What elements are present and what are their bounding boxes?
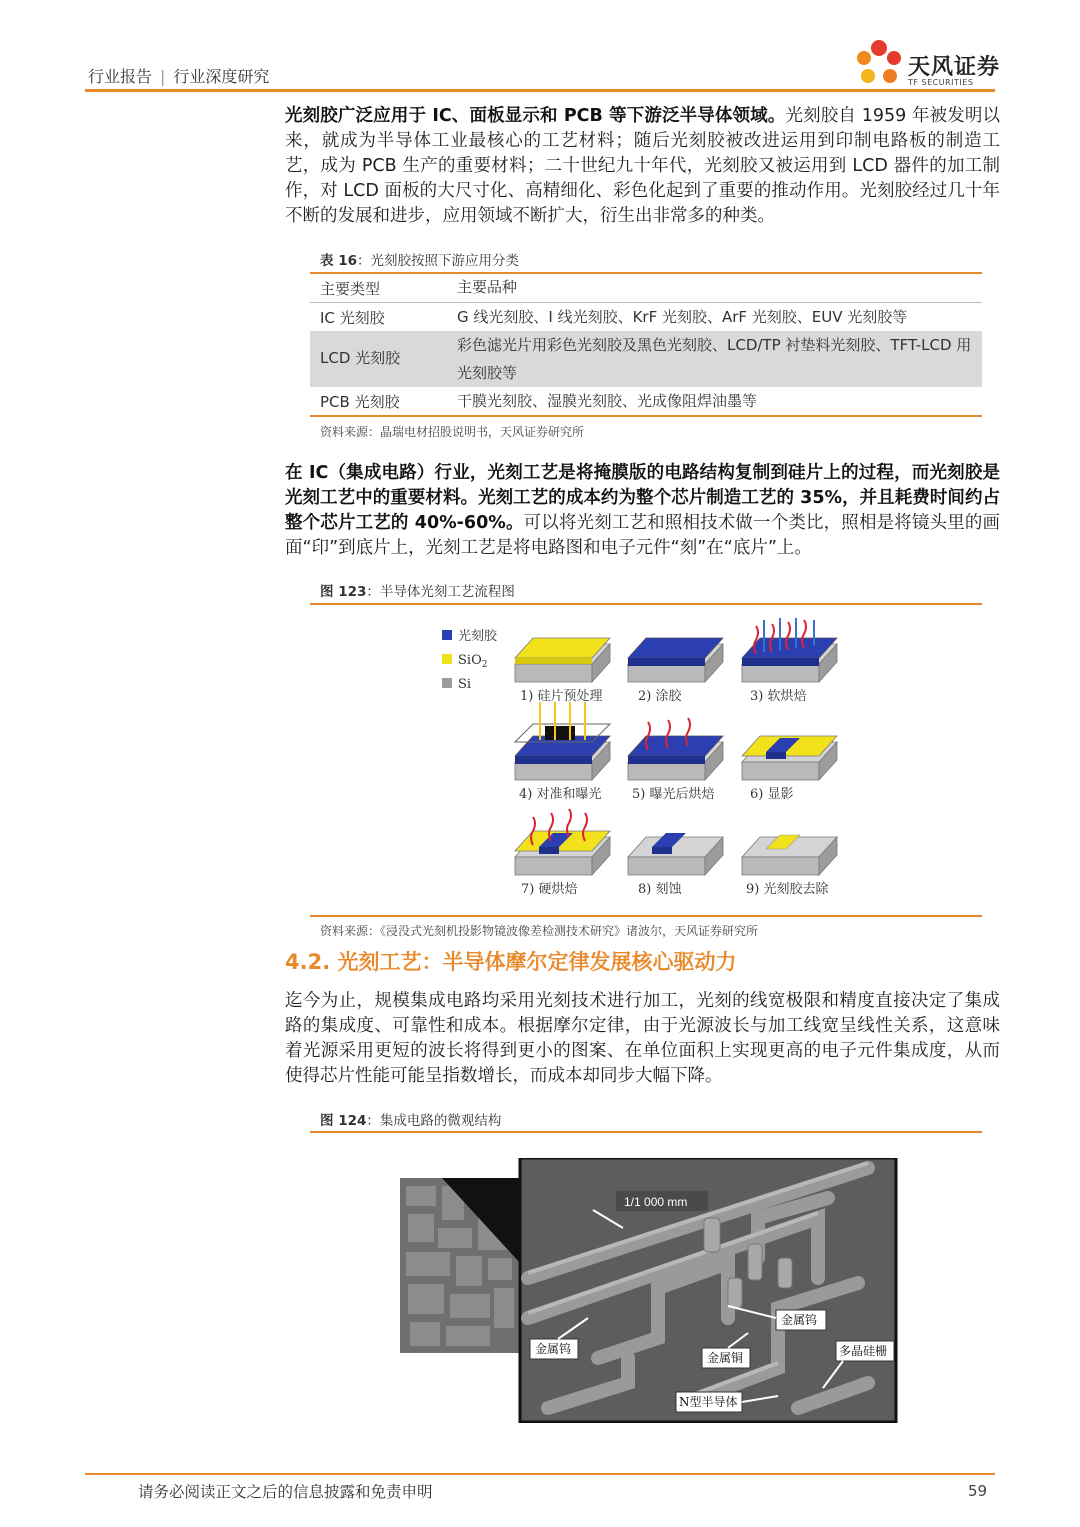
- step-label: 3) 软烘焙: [750, 689, 807, 704]
- label-copper: 金属铜: [707, 1351, 744, 1365]
- brand-logo: [850, 36, 1000, 90]
- table-caption-text: ：光刻胶按照下游应用分类: [357, 253, 519, 269]
- table-header-items: 主要品种: [457, 278, 518, 296]
- label-polysilicon-gate: 多晶硅栅: [839, 1344, 888, 1358]
- header-divider: [85, 89, 995, 92]
- table-row: [310, 331, 982, 387]
- table-row: [310, 387, 982, 415]
- legend-resist-label: 光刻胶: [458, 629, 498, 644]
- figure-124-caption: [320, 1109, 501, 1129]
- footer-divider: [85, 1473, 995, 1475]
- step-2-coating: [628, 638, 723, 704]
- figure-124-title: ：集成电路的微观结构: [366, 1113, 502, 1129]
- brand-subtitle: TF SECURITIES: [908, 78, 974, 87]
- intro-paragraph: [285, 104, 1000, 229]
- table-cell-items: G 线光刻胶、I 线光刻胶、KrF 光刻胶、ArF 光刻胶、EUV 光刻胶等: [457, 308, 908, 326]
- table-bottom-rule: [310, 415, 982, 417]
- step-label: 1) 硅片预处理: [520, 689, 603, 704]
- table-cell-type: IC 光刻胶: [320, 309, 385, 327]
- header-report-type: 行业报告: [88, 67, 153, 86]
- table-cell-type: LCD 光刻胶: [320, 349, 401, 367]
- table-cell-items: 干膜光刻胶、湿膜光刻胶、光成像阻焊油墨等: [457, 392, 758, 410]
- flower-logo-icon: [850, 36, 908, 90]
- figure-123-bottom-rule: [310, 915, 982, 917]
- header-separator: |: [160, 67, 166, 86]
- step-label: 9) 光刻胶去除: [746, 882, 829, 897]
- step-label: 4) 对准和曝光: [519, 787, 602, 802]
- figure-123-source: 资料来源：《浸没式光刻机投影物镜波像差检测技术研究》诸波尔，天风证券研究所: [320, 924, 759, 938]
- table-source: 资料来源：晶瑞电材招股说明书，天风证券研究所: [320, 425, 585, 439]
- step-label: 5) 曝光后烘焙: [632, 787, 715, 802]
- ic-paragraph-body: 可以将光刻工艺和照相技术做一个类比，照相是将镜头里的画面“印”到底片上，光刻工艺是将电路图和电子元件“刻”在“底片”上。: [285, 513, 1000, 558]
- table-header-type: 主要类型: [320, 280, 381, 298]
- label-n-type-semiconductor: N型半导体: [679, 1395, 738, 1409]
- figure-123-title: ：半导体光刻工艺流程图: [366, 584, 515, 600]
- lithography-process-svg: [430, 612, 850, 912]
- table-header-row: [310, 273, 982, 303]
- ic-paragraph-lead: 在 IC（集成电路）行业，光刻工艺是将掩膜版的电路结构复制到硅片上的过程，而光刻胶是光刻工艺中的重要材料。光刻工艺的成本约为整个芯片制造工艺的 35%，并且耗费时间约占整个芯片工艺的 40%-60%。: [285, 463, 1000, 533]
- table-cell-type: PCB 光刻胶: [320, 393, 400, 411]
- step-4-align-expose: [515, 702, 610, 802]
- step-8-etch: [628, 833, 723, 897]
- scale-bar-label: 1/1 000 mm: [624, 1195, 688, 1209]
- step-label: 2) 涂胶: [638, 689, 682, 704]
- step-9-resist-removal: [742, 835, 837, 897]
- intro-paragraph-lead: 光刻胶广泛应用于 IC、面板显示和 PCB 等下游泛半导体领域。: [285, 106, 786, 126]
- table-row: [310, 303, 982, 331]
- table-cell-items: 彩色滤光片用彩色光刻胶及黑色光刻胶、LCD/TP 衬垫料光刻胶、TFT-LCD 用光刻胶等: [457, 336, 972, 382]
- ic-paragraph: [285, 461, 1000, 561]
- legend-sio2-subscript: 2: [481, 660, 488, 670]
- step-label: 7) 硬烘焙: [521, 882, 578, 897]
- legend-sio2-base: SiO: [458, 653, 482, 668]
- brand-name: 天风证券: [908, 55, 1001, 80]
- legend-resist-swatch: [442, 630, 452, 640]
- ic-microstructure-svg: [398, 1158, 898, 1423]
- step-1-wafer-prep: [515, 638, 610, 704]
- lithography-process-diagram: [430, 612, 850, 912]
- application-table: [310, 273, 982, 415]
- footer-disclaimer: 请务必阅读正文之后的信息披露和免责申明: [138, 1483, 433, 1501]
- page-number: 59: [968, 1482, 988, 1500]
- figure-124-number: 图 124: [320, 1113, 367, 1129]
- step-7-hard-bake: [515, 809, 610, 897]
- figure-123-top-rule: [310, 603, 982, 605]
- step-5-post-exposure-bake: [628, 718, 723, 802]
- step-6-develop: [742, 736, 837, 802]
- label-tungsten-right: 金属钨: [781, 1313, 818, 1327]
- legend-si-label: Si: [458, 677, 472, 692]
- intro-paragraph-body: 光刻胶自 1959 年被发明以来，就成为半导体工业最核心的工艺材料；随后光刻胶被改进运用到印制电路板的制造工艺，成为 PCB 生产的重要材料；二十世纪九十年代，光刻胶又被运用到 LCD 器件的加工制作，对 LCD 面板的大尺寸化、高精细化、彩色化起到了重要的推动作用。光刻胶经过几十年不断的发展和进步，应用领域不断扩大，衍生出非常多的种类。: [285, 106, 1000, 226]
- header-breadcrumb: [88, 64, 269, 87]
- step-label: 8) 刻蚀: [638, 882, 682, 897]
- header-report-category: 行业深度研究: [173, 67, 270, 86]
- legend-si-swatch: [442, 678, 452, 688]
- step-label: 6) 显影: [750, 787, 794, 802]
- legend-sio2-swatch: [442, 654, 452, 664]
- ic-microstructure-image: [398, 1158, 898, 1423]
- moore-law-paragraph: 迄今为止，规模集成电路均采用光刻技术进行加工，光刻的线宽极限和精度直接决定了集成路的集成度、可靠性和成本。根据摩尔定律，由于光源波长与加工线宽呈线性关系，这意味着光源采用更短的波长将得到更小的图案、在单位面积上实现更高的电子元件集成度，从而使得芯片性能可能呈指数增长，而成本却同步大幅下降。: [285, 991, 1000, 1086]
- step-3-soft-bake: [742, 618, 837, 704]
- label-tungsten-left: 金属钨: [535, 1342, 572, 1356]
- figure-124-top-rule: [310, 1131, 982, 1133]
- table-caption-number: 表 16: [320, 253, 357, 269]
- legend-sio2-label: [458, 653, 487, 670]
- figure-123-number: 图 123: [320, 584, 367, 600]
- legend: [442, 628, 498, 692]
- section-heading: 4.2. 光刻工艺：半导体摩尔定律发展核心驱动力: [285, 950, 737, 974]
- figure-123-caption: [320, 580, 515, 600]
- table-caption: [320, 249, 519, 269]
